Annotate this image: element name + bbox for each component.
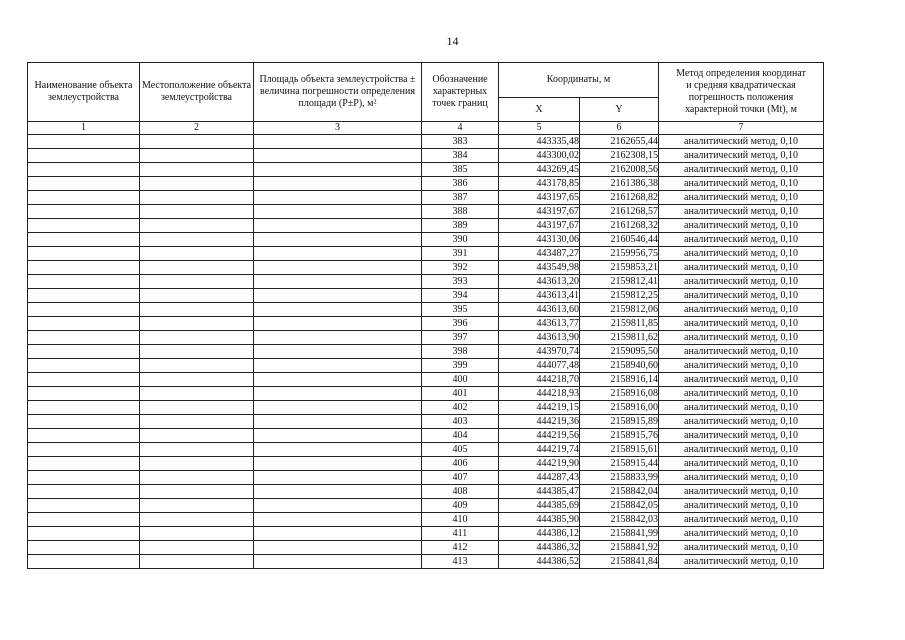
cell-object-name — [28, 429, 140, 443]
table-row — [28, 247, 824, 261]
cell-point: 401 — [422, 387, 499, 401]
cell-method: аналитический метод, 0,10 — [659, 485, 824, 499]
cell-point: 409 — [422, 499, 499, 513]
table-row — [28, 163, 824, 177]
cell-x: 443970,74 — [499, 345, 580, 359]
cell-x: 444386,52 — [499, 555, 580, 569]
table-row — [28, 303, 824, 317]
cell-x: 444386,12 — [499, 527, 580, 541]
table-row — [28, 177, 824, 191]
cell-object-name — [28, 247, 140, 261]
cell-location — [140, 541, 254, 555]
cell-method: аналитический метод, 0,10 — [659, 303, 824, 317]
cell-x: 443300,02 — [499, 149, 580, 163]
cell-x: 443130,06 — [499, 233, 580, 247]
cell-area — [254, 149, 422, 163]
cell-x: 444219,15 — [499, 401, 580, 415]
cell-method: аналитический метод, 0,10 — [659, 331, 824, 345]
cell-object-name — [28, 373, 140, 387]
cell-x: 443613,60 — [499, 303, 580, 317]
cell-y: 2158940,60 — [580, 359, 659, 373]
cell-object-name — [28, 345, 140, 359]
cell-area — [254, 177, 422, 191]
table-row — [28, 219, 824, 233]
cell-location — [140, 513, 254, 527]
cell-area — [254, 233, 422, 247]
cell-point: 413 — [422, 555, 499, 569]
cell-point: 383 — [422, 135, 499, 149]
cell-location — [140, 275, 254, 289]
cell-y: 2158915,89 — [580, 415, 659, 429]
cell-method: аналитический метод, 0,10 — [659, 163, 824, 177]
cell-area — [254, 163, 422, 177]
cell-location — [140, 387, 254, 401]
header-x: X — [499, 98, 580, 122]
cell-object-name — [28, 485, 140, 499]
cell-y: 2159095,50 — [580, 345, 659, 359]
cell-location — [140, 149, 254, 163]
cell-y: 2161386,38 — [580, 177, 659, 191]
cell-method: аналитический метод, 0,10 — [659, 135, 824, 149]
cell-object-name — [28, 331, 140, 345]
header-method-line-3: погрешность положения — [688, 92, 794, 103]
table-row — [28, 499, 824, 513]
header-method-line-1: Метод определения координат — [676, 68, 806, 79]
cell-method: аналитический метод, 0,10 — [659, 555, 824, 569]
cell-location — [140, 261, 254, 275]
cell-area — [254, 359, 422, 373]
column-number: 2 — [140, 122, 254, 135]
table-row — [28, 359, 824, 373]
cell-area — [254, 135, 422, 149]
cell-point: 387 — [422, 191, 499, 205]
cell-object-name — [28, 457, 140, 471]
table-row — [28, 205, 824, 219]
cell-location — [140, 345, 254, 359]
cell-y: 2158841,84 — [580, 555, 659, 569]
cell-area — [254, 331, 422, 345]
cell-area — [254, 415, 422, 429]
cell-point: 399 — [422, 359, 499, 373]
cell-y: 2159812,41 — [580, 275, 659, 289]
cell-area — [254, 387, 422, 401]
cell-method: аналитический метод, 0,10 — [659, 149, 824, 163]
cell-area — [254, 191, 422, 205]
cell-point: 390 — [422, 233, 499, 247]
cell-area — [254, 401, 422, 415]
cell-method: аналитический метод, 0,10 — [659, 289, 824, 303]
cell-y: 2158916,14 — [580, 373, 659, 387]
table-row — [28, 387, 824, 401]
cell-method: аналитический метод, 0,10 — [659, 359, 824, 373]
cell-location — [140, 555, 254, 569]
cell-object-name — [28, 401, 140, 415]
cell-x: 443613,41 — [499, 289, 580, 303]
cell-y: 2158915,76 — [580, 429, 659, 443]
cell-method: аналитический метод, 0,10 — [659, 387, 824, 401]
cell-object-name — [28, 191, 140, 205]
cell-method: аналитический метод, 0,10 — [659, 415, 824, 429]
cell-x: 443335,48 — [499, 135, 580, 149]
cell-object-name — [28, 527, 140, 541]
cell-y: 2158915,44 — [580, 457, 659, 471]
table-row — [28, 527, 824, 541]
table-row — [28, 555, 824, 569]
cell-point: 403 — [422, 415, 499, 429]
cell-x: 443487,27 — [499, 247, 580, 261]
cell-area — [254, 275, 422, 289]
table-row — [28, 345, 824, 359]
cell-location — [140, 485, 254, 499]
cell-point: 385 — [422, 163, 499, 177]
cell-object-name — [28, 177, 140, 191]
cell-x: 444219,90 — [499, 457, 580, 471]
cell-method: аналитический метод, 0,10 — [659, 429, 824, 443]
table-row — [28, 401, 824, 415]
header-method-line-2: и средняя квадратическая — [686, 80, 796, 91]
cell-area — [254, 429, 422, 443]
cell-y: 2159811,85 — [580, 317, 659, 331]
table-row — [28, 275, 824, 289]
cell-method: аналитический метод, 0,10 — [659, 275, 824, 289]
cell-y: 2159812,25 — [580, 289, 659, 303]
cell-object-name — [28, 163, 140, 177]
cell-y: 2158916,08 — [580, 387, 659, 401]
cell-location — [140, 317, 254, 331]
cell-method: аналитический метод, 0,10 — [659, 457, 824, 471]
cell-location — [140, 527, 254, 541]
cell-y: 2159811,62 — [580, 331, 659, 345]
cell-x: 443613,77 — [499, 317, 580, 331]
cell-object-name — [28, 205, 140, 219]
cell-point: 405 — [422, 443, 499, 457]
cell-y: 2161268,57 — [580, 205, 659, 219]
cell-location — [140, 429, 254, 443]
cell-object-name — [28, 149, 140, 163]
cell-point: 410 — [422, 513, 499, 527]
cell-y: 2158842,03 — [580, 513, 659, 527]
cell-method: аналитический метод, 0,10 — [659, 177, 824, 191]
cell-area — [254, 289, 422, 303]
cell-location — [140, 373, 254, 387]
cell-area — [254, 443, 422, 457]
cell-y: 2158841,99 — [580, 527, 659, 541]
cell-object-name — [28, 261, 140, 275]
cell-method: аналитический метод, 0,10 — [659, 541, 824, 555]
column-number: 6 — [580, 122, 659, 135]
table-row — [28, 261, 824, 275]
cell-y: 2161268,32 — [580, 219, 659, 233]
cell-y: 2161268,82 — [580, 191, 659, 205]
cell-method: аналитический метод, 0,10 — [659, 247, 824, 261]
cell-x: 444218,70 — [499, 373, 580, 387]
cell-location — [140, 289, 254, 303]
cell-method: аналитический метод, 0,10 — [659, 401, 824, 415]
cell-y: 2162655,44 — [580, 135, 659, 149]
cell-area — [254, 247, 422, 261]
cell-point: 400 — [422, 373, 499, 387]
cell-object-name — [28, 289, 140, 303]
cell-location — [140, 499, 254, 513]
column-number: 5 — [499, 122, 580, 135]
header-location: Местоположение объекта землеустройства — [140, 63, 254, 122]
cell-x: 444077,48 — [499, 359, 580, 373]
cell-y: 2159812,06 — [580, 303, 659, 317]
cell-y: 2158842,05 — [580, 499, 659, 513]
cell-point: 412 — [422, 541, 499, 555]
cell-x: 444385,69 — [499, 499, 580, 513]
table-row — [28, 485, 824, 499]
cell-object-name — [28, 317, 140, 331]
table-row — [28, 513, 824, 527]
cell-x: 443197,67 — [499, 205, 580, 219]
cell-point: 396 — [422, 317, 499, 331]
cell-location — [140, 401, 254, 415]
header-area: Площадь объекта землеустройства ± величина погрешности определения площади (P±P), м² — [254, 63, 422, 122]
table-row — [28, 429, 824, 443]
cell-y: 2158833,99 — [580, 471, 659, 485]
table-row — [28, 233, 824, 247]
cell-y: 2159853,21 — [580, 261, 659, 275]
cell-x: 444385,90 — [499, 513, 580, 527]
table-row — [28, 373, 824, 387]
cell-point: 391 — [422, 247, 499, 261]
cell-point: 407 — [422, 471, 499, 485]
cell-method: аналитический метод, 0,10 — [659, 373, 824, 387]
header-method — [659, 63, 824, 122]
cell-area — [254, 457, 422, 471]
cell-x: 443613,20 — [499, 275, 580, 289]
cell-x: 443197,65 — [499, 191, 580, 205]
cell-location — [140, 233, 254, 247]
cell-y: 2162008,56 — [580, 163, 659, 177]
cell-location — [140, 191, 254, 205]
cell-object-name — [28, 219, 140, 233]
table-row — [28, 135, 824, 149]
table-row — [28, 149, 824, 163]
cell-object-name — [28, 303, 140, 317]
cell-area — [254, 317, 422, 331]
cell-object-name — [28, 387, 140, 401]
cell-area — [254, 303, 422, 317]
cell-method: аналитический метод, 0,10 — [659, 191, 824, 205]
cell-area — [254, 219, 422, 233]
column-number: 7 — [659, 122, 824, 135]
cell-x: 443269,45 — [499, 163, 580, 177]
cell-location — [140, 471, 254, 485]
cell-point: 386 — [422, 177, 499, 191]
cell-location — [140, 163, 254, 177]
cell-location — [140, 177, 254, 191]
cell-point: 404 — [422, 429, 499, 443]
cell-point: 395 — [422, 303, 499, 317]
cell-point: 408 — [422, 485, 499, 499]
cell-area — [254, 527, 422, 541]
table-row — [28, 331, 824, 345]
cell-area — [254, 485, 422, 499]
cell-area — [254, 555, 422, 569]
cell-object-name — [28, 471, 140, 485]
cell-object-name — [28, 275, 140, 289]
cell-object-name — [28, 443, 140, 457]
cell-object-name — [28, 135, 140, 149]
cell-object-name — [28, 233, 140, 247]
cell-y: 2158916,00 — [580, 401, 659, 415]
cell-y: 2159956,75 — [580, 247, 659, 261]
cell-x: 443549,98 — [499, 261, 580, 275]
cell-location — [140, 359, 254, 373]
column-number: 1 — [28, 122, 140, 135]
cell-point: 394 — [422, 289, 499, 303]
cell-x: 443178,85 — [499, 177, 580, 191]
cell-x: 444219,36 — [499, 415, 580, 429]
table-row — [28, 415, 824, 429]
table-row — [28, 289, 824, 303]
header-boundary-points: Обозначение характерных точек границ — [422, 63, 499, 122]
cell-area — [254, 499, 422, 513]
cell-object-name — [28, 359, 140, 373]
cell-location — [140, 457, 254, 471]
page-number: 14 — [446, 34, 459, 48]
cell-location — [140, 303, 254, 317]
header-object-name: Наименование объекта землеустройства — [28, 63, 140, 122]
cell-method: аналитический метод, 0,10 — [659, 345, 824, 359]
cell-x: 444219,74 — [499, 443, 580, 457]
cell-method: аналитический метод, 0,10 — [659, 499, 824, 513]
table-row — [28, 191, 824, 205]
cell-point: 388 — [422, 205, 499, 219]
cell-object-name — [28, 541, 140, 555]
table-row — [28, 541, 824, 555]
cell-area — [254, 513, 422, 527]
cell-y: 2158841,92 — [580, 541, 659, 555]
header-method-line-4: характерной точки (Mt), м — [685, 104, 797, 115]
cell-area — [254, 541, 422, 555]
cell-y: 2162308,15 — [580, 149, 659, 163]
cell-point: 402 — [422, 401, 499, 415]
cell-x: 443613,90 — [499, 331, 580, 345]
cell-method: аналитический метод, 0,10 — [659, 471, 824, 485]
cell-y: 2158915,61 — [580, 443, 659, 457]
cell-object-name — [28, 499, 140, 513]
table-row — [28, 317, 824, 331]
table-row — [28, 457, 824, 471]
cell-location — [140, 205, 254, 219]
cell-x: 444386,32 — [499, 541, 580, 555]
cell-location — [140, 247, 254, 261]
column-number: 4 — [422, 122, 499, 135]
cell-x: 444218,93 — [499, 387, 580, 401]
cell-point: 392 — [422, 261, 499, 275]
cell-object-name — [28, 555, 140, 569]
cell-object-name — [28, 513, 140, 527]
cell-method: аналитический метод, 0,10 — [659, 205, 824, 219]
cell-method: аналитический метод, 0,10 — [659, 233, 824, 247]
cell-point: 393 — [422, 275, 499, 289]
cell-y: 2158842,04 — [580, 485, 659, 499]
cell-y: 2160546,44 — [580, 233, 659, 247]
cell-location — [140, 443, 254, 457]
cell-object-name — [28, 415, 140, 429]
cell-point: 384 — [422, 149, 499, 163]
cell-point: 411 — [422, 527, 499, 541]
cell-point: 397 — [422, 331, 499, 345]
cell-method: аналитический метод, 0,10 — [659, 317, 824, 331]
cell-area — [254, 345, 422, 359]
header-coordinates: Координаты, м — [499, 63, 659, 98]
cell-x: 443197,67 — [499, 219, 580, 233]
cell-area — [254, 205, 422, 219]
cell-x: 444219,56 — [499, 429, 580, 443]
cell-location — [140, 135, 254, 149]
column-number: 3 — [254, 122, 422, 135]
table-row — [28, 443, 824, 457]
header-y: Y — [580, 98, 659, 122]
cell-method: аналитический метод, 0,10 — [659, 513, 824, 527]
coordinates-table — [27, 62, 824, 569]
cell-point: 398 — [422, 345, 499, 359]
table-row — [28, 471, 824, 485]
cell-x: 444287,43 — [499, 471, 580, 485]
cell-area — [254, 471, 422, 485]
cell-method: аналитический метод, 0,10 — [659, 219, 824, 233]
cell-location — [140, 331, 254, 345]
cell-method: аналитический метод, 0,10 — [659, 527, 824, 541]
cell-area — [254, 261, 422, 275]
cell-area — [254, 373, 422, 387]
cell-location — [140, 415, 254, 429]
cell-x: 444385,47 — [499, 485, 580, 499]
cell-point: 406 — [422, 457, 499, 471]
cell-location — [140, 219, 254, 233]
cell-method: аналитический метод, 0,10 — [659, 261, 824, 275]
cell-point: 389 — [422, 219, 499, 233]
cell-method: аналитический метод, 0,10 — [659, 443, 824, 457]
